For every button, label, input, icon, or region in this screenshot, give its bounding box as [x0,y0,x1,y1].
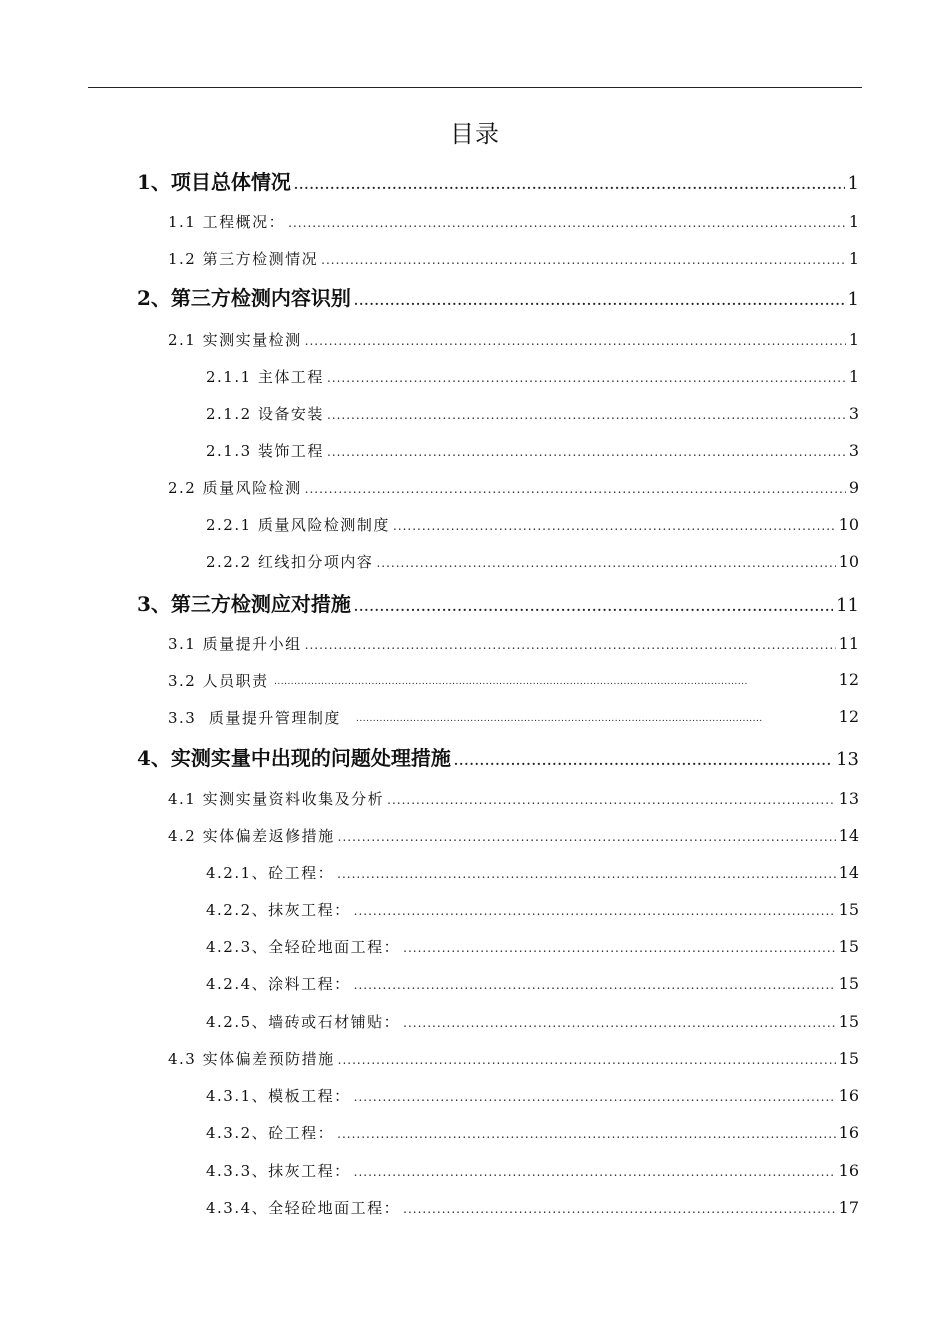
toc-entry-page: 12 [838,670,859,689]
toc-leader [294,178,845,192]
toc-entry-page: 15 [838,1012,859,1031]
toc-entry-page: 13 [838,789,859,808]
toc-entry-label: 2、第三方检测内容识别 [137,286,351,310]
toc-entry-label: 4.3.2、砼工程： [206,1124,335,1142]
toc-leader [354,1165,836,1179]
toc-entry-page: 10 [838,552,859,571]
toc-entry[interactable] [168,633,859,654]
toc-entry[interactable] [137,588,859,617]
toc-entry-label: 1.2 第三方检测情况 [168,250,319,268]
toc-leader [403,1202,835,1216]
toc-entry-page: 14 [838,863,859,882]
toc-entry-page: 11 [836,595,859,616]
toc-entry-label: 4.2.2、抹灰工程： [206,901,351,919]
toc-entry[interactable] [206,1011,859,1032]
toc-entry-label: 2.1.2 设备安装 [206,405,324,423]
toc-leader [274,677,748,691]
toc-entry-page: 1 [848,367,859,386]
toc-leader [387,793,836,807]
toc-leader [354,294,845,308]
toc-entry[interactable] [206,936,859,957]
toc-entry[interactable] [168,707,341,728]
toc-entry-page: 9 [848,478,859,497]
toc-entry-label: 3.2 人员职责 [168,672,269,690]
toc-entry[interactable] [206,514,859,535]
toc-entry[interactable] [137,742,859,771]
toc-entry-label: 4.2.1、砼工程： [206,864,335,882]
toc-entry-page: 10 [838,515,859,534]
toc-entry[interactable] [206,1160,859,1181]
toc-entry[interactable] [168,825,859,846]
toc-entry-page: 15 [838,937,859,956]
toc-leader [356,714,762,728]
toc-entry-label: 4.2.3、全轻砼地面工程： [206,938,401,956]
toc-entry-page: 13 [836,749,859,770]
toc-entry-label: 2.1.3 装饰工程 [206,442,324,460]
toc-entry[interactable] [168,670,269,691]
toc-entry[interactable] [206,440,859,461]
toc-entry-page: 1 [848,212,859,231]
toc-entry-label: 4.3.4、全轻砼地面工程： [206,1199,401,1217]
toc-entry[interactable] [168,788,859,809]
toc-entry-page: 3 [848,404,859,423]
toc-entry-label: 4.3.3、抹灰工程： [206,1162,351,1180]
toc-entry-label: 3.1 质量提升小组 [168,635,302,653]
toc-leader [393,519,836,533]
toc-leader [327,408,846,422]
toc-entry-label: 4.2.5、墙砖或石材铺贴： [206,1013,401,1031]
toc-entry-page: 17 [838,1198,859,1217]
toc-entry[interactable] [168,477,859,498]
toc-entry-page: 15 [838,1049,859,1068]
toc-title: 目录 [450,120,500,148]
toc-leader [354,1090,836,1104]
toc-entry-label: 1、项目总体情况 [137,170,291,194]
toc-entry[interactable] [206,862,859,883]
toc-leader [337,1127,835,1141]
toc-entry[interactable] [168,248,859,269]
toc-leader [305,482,846,496]
toc-leader [354,978,836,992]
toc-leader [403,1016,835,1030]
toc-leader [321,253,846,267]
toc-leader [327,445,846,459]
toc-entry-label: 1.1 工程概况： [168,213,286,231]
toc-entry[interactable] [206,1122,859,1143]
toc-leader [454,754,833,768]
toc-entry-page: 3 [848,441,859,460]
toc-entry-page: 15 [838,900,859,919]
toc-entry-label: 2.2 质量风险检测 [168,479,302,497]
toc-leader [337,867,835,881]
toc-entry-page: 14 [838,826,859,845]
toc-entry-page: 16 [838,1161,859,1180]
toc-leader [354,600,833,614]
toc-leader [327,371,846,385]
toc-entry[interactable] [206,899,859,920]
toc-entry-page: 16 [838,1123,859,1142]
toc-entry[interactable] [168,211,859,232]
toc-leader [338,830,836,844]
toc-leader [288,216,846,230]
toc-entry[interactable] [206,403,859,424]
toc-entry[interactable] [206,1085,859,1106]
toc-entry[interactable] [168,1048,859,1069]
toc-entry[interactable] [206,973,859,994]
toc-entry-label: 3、第三方检测应对措施 [137,592,351,616]
toc-entry-label: 4.1 实测实量资料收集及分析 [168,790,385,808]
toc-entry-label: 2.1.1 主体工程 [206,368,324,386]
toc-entry[interactable] [206,366,859,387]
toc-entry-page: 1 [848,249,859,268]
toc-entry-page: 15 [838,974,859,993]
toc-leader [305,638,836,652]
toc-entry-label: 2.1 实测实量检测 [168,331,302,349]
toc-entry[interactable] [206,1197,859,1218]
toc-entry-label: 2.2.2 红线扣分项内容 [206,553,374,571]
toc-leader [376,556,835,570]
toc-entry-label: 3.3 质量提升管理制度 [168,709,341,727]
toc-entry-label: 2.2.1 质量风险检测制度 [206,516,390,534]
toc-leader [305,334,846,348]
toc-entry-label: 4.2 实体偏差返修措施 [168,827,335,845]
toc-entry[interactable] [168,329,859,350]
toc-entry-label: 4、实测实量中出现的问题处理措施 [137,746,451,770]
toc-entry-label: 4.3.1、模板工程： [206,1087,351,1105]
toc-entry-page: 1 [848,330,859,349]
toc-entry-page: 1 [847,173,859,194]
toc-entry-page: 11 [838,634,859,653]
toc-leader [354,904,836,918]
toc-entry[interactable] [137,166,859,195]
toc-entry-page: 16 [838,1086,859,1105]
toc-entry-page: 12 [838,707,859,726]
toc-entry-label: 4.2.4、涂料工程： [206,975,351,993]
toc-entry-page: 1 [847,289,859,310]
toc-leader [338,1053,836,1067]
toc-entry[interactable] [206,551,859,572]
toc-entry[interactable] [137,282,859,311]
toc-entry-label: 4.3 实体偏差预防措施 [168,1050,335,1068]
toc-leader [403,941,835,955]
